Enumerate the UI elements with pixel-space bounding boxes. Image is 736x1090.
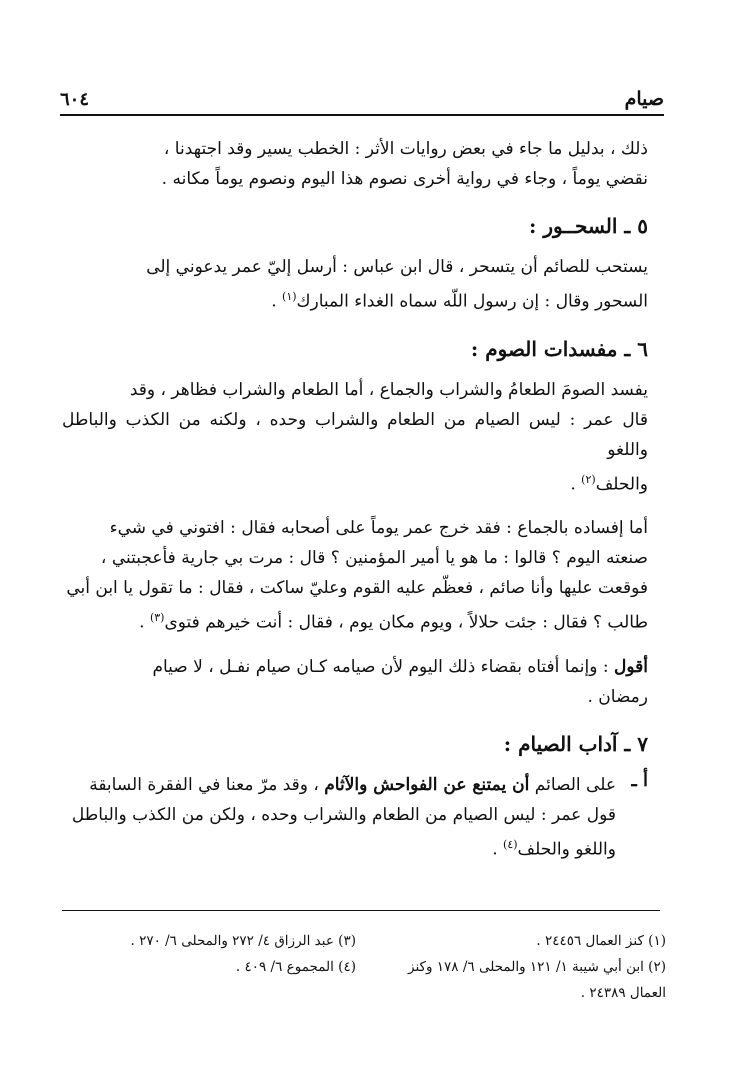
text-line: [62, 282, 648, 317]
text-line: صنعته اليوم ؟ قالوا : ما هو يا أمير المؤمنين ؟ قال : مرت بي جارية فأعجبتني ،: [100, 548, 648, 569]
text-line: نقضي يوماً ، وجاء في رواية أخرى نصوم هذا اليوم ونصوم يوماً مكانه .: [161, 169, 648, 189]
text-span: ، وقد مرّ معنا في الفقرة السابقة: [89, 774, 325, 795]
text-line: والحلف$^{(٢)}$ .: [570, 472, 648, 495]
intro-paragraph: [62, 134, 648, 194]
item-body: [62, 770, 616, 865]
section-5-paragraph: [62, 252, 648, 317]
section-7-heading: ٧ ـ آداب الصيام :: [503, 731, 648, 756]
section-6-heading: ٦ ـ مفسدات الصوم :: [470, 336, 648, 361]
text-span: على الصائم: [529, 774, 616, 795]
aqoul-paragraph: [62, 652, 648, 712]
text-line: يستحب للصائم أن يتسحر ، قال ابن عباس : أرسل إليّ عمر يدعوني إلى: [146, 257, 648, 277]
text-line: رمضان .: [587, 686, 648, 707]
bold-phrase: أن يمتنع عن الفواحش والآثام: [324, 774, 530, 795]
running-head: صيام: [624, 88, 664, 110]
footnotes-left-column: [70, 928, 356, 1006]
footnote-line: (١) كنز العمال ٢٤٤٥٦ .: [536, 933, 666, 949]
footnote-divider: [62, 910, 660, 911]
footnote-line: (٢) ابن أبي شيبة ١/ ١٢١ والمحلى ٦/ ١٧٨ وكنز: [408, 959, 666, 975]
item-marker: أ ـ: [631, 769, 648, 791]
text-span: واللغو والحلف: [517, 839, 616, 860]
footnote-line: العمال ٢٤٣٨٩ .: [580, 985, 666, 1001]
page-number: ٦٠٤: [60, 89, 90, 110]
text-span: : وإنما أفتاه بقضاء ذلك اليوم لأن صيامه كـان صيام نفـل ، لا صيام: [152, 656, 615, 677]
main-text: [62, 128, 648, 865]
footnote-ref[interactable]: (٣): [149, 611, 165, 625]
aqoul-label: أقول: [614, 656, 648, 677]
footnote-ref[interactable]: (٢): [581, 472, 596, 486]
footnote-ref[interactable]: (١): [282, 290, 297, 303]
footnote-line: (٤) المجموع ٦/ ٤٠٩ .: [235, 959, 356, 975]
text-span: السحور وقال : إن رسول اللّه سماه الغداء المبارك: [296, 291, 648, 312]
text-line: ذلك ، بدليل ما جاء في بعض روايات الأثر : الخطب يسير وقد اجتهدنا ،: [163, 139, 648, 159]
text-line: [62, 770, 616, 800]
footnotes-right-column: [380, 928, 666, 1006]
text-line: أما إفساده بالجماع : فقد خرج عمر يوماً على أصحابه فقال : افتوني في شيء: [109, 518, 648, 539]
text-line: قول عمر : ليس الصيام من الطعام والشراب وحده ، ولكن من الكذب والباطل: [71, 804, 616, 825]
footnote-line: (٣) عبد الرزاق ٤/ ٢٧٢ والمحلى ٦/ ٢٧٠ .: [130, 933, 356, 949]
text-line: [62, 652, 648, 682]
page-header: [60, 84, 664, 116]
footnotes: [70, 928, 666, 1006]
text-span: والحلف: [595, 474, 648, 495]
footnote-ref[interactable]: (٤): [503, 837, 518, 851]
text-line: طالب ؟ فقال : جئت حلالاً ، ويوم مكان يوم ، فقال : أنت خيرهم فتوى$^{(٣)}$ .: [139, 611, 648, 633]
text-line: قال عمر : ليس الصيام من الطعام والشراب وحده ، ولكنه من الكذب والباطل واللغو: [62, 409, 648, 460]
section-6-paragraph-2: [62, 513, 648, 638]
text-line: واللغو والحلف$^{(٤)}$ .: [492, 837, 616, 860]
text-line: يفسد الصومَ الطعامُ والشراب والجماع ، أما الطعام والشراب فظاهر ، وقد: [129, 379, 648, 400]
text-line: فوقعت عليها وأنا صائم ، فعظّم عليه القوم وعليّ ساكت ، فقال : ما تقول يا ابن أبي: [66, 578, 648, 599]
list-item-a: [62, 770, 648, 865]
section-5-heading: ٥ ـ السحــور :: [529, 214, 648, 238]
section-6-paragraph-1: [62, 375, 648, 500]
text-span: .: [271, 291, 283, 312]
text-span: طالب ؟ فقال : جئت حلالاً ، ويوم مكان يوم ، فقال : أنت خيرهم فتوى: [164, 612, 648, 633]
